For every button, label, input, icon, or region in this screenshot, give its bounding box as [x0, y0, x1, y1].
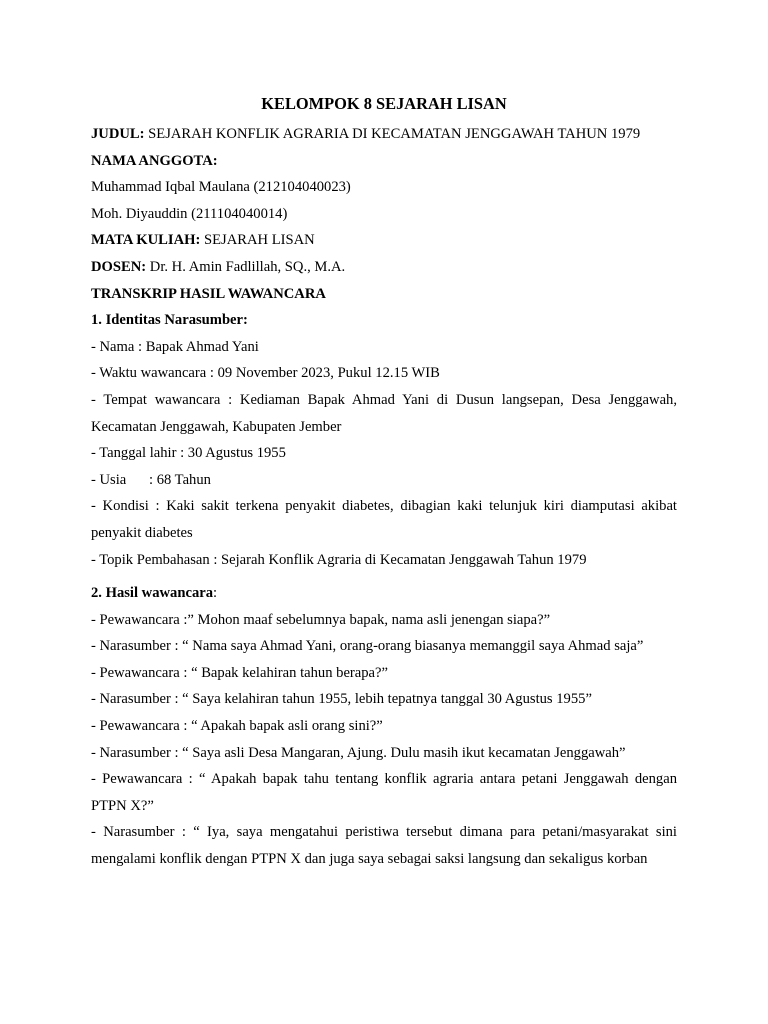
hasil-heading: [91, 580, 677, 607]
document-page: [91, 94, 677, 873]
identitas-usia: [91, 467, 677, 494]
dialog-line: - Pewawancara : “ Bapak kelahiran tahun berapa?”: [91, 664, 388, 681]
anggota-item: Muhammad Iqbal Maulana (212104040023): [91, 179, 351, 196]
identitas-tanggal-lahir: - Tanggal lahir : 30 Agustus 1955: [91, 445, 286, 462]
dosen-value: Dr. H. Amin Fadlillah, SQ., M.A.: [149, 258, 346, 275]
document-title: KELOMPOK 8 SEJARAH LISAN: [261, 94, 507, 113]
dialog-line: - Pewawancara : “ Apakah bapak asli orang sini?”: [91, 718, 383, 735]
judul-line: [91, 121, 677, 148]
section-spacer: [91, 573, 677, 580]
transkrip-heading: TRANSKRIP HASIL WAWANCARA: [91, 285, 326, 302]
dialog-line: - Narasumber : “ Nama saya Ahmad Yani, orang-orang biasanya memanggil saya Ahmad saja”: [91, 638, 644, 655]
usia-value: : 68 Tahun: [149, 471, 211, 488]
identitas-heading: 1. Identitas Narasumber:: [91, 312, 248, 329]
identitas-tempat: - Tempat wawancara : Kediaman Bapak Ahmad Yani di Dusun langsepan, Desa Jenggawah, Kecamatan Jenggawah, Kabupaten Jember: [91, 391, 677, 435]
matkul-label: MATA KULIAH:: [91, 232, 201, 249]
dialog-line: - Pewawancara :” Mohon maaf sebelumnya bapak, nama asli jenengan siapa?”: [91, 611, 551, 628]
usia-label: - Usia: [91, 471, 127, 488]
identitas-kondisi: - Kondisi : Kaki sakit terkena penyakit diabetes, dibagian kaki telunjuk kiri diamputasi akibat penyakit diabetes: [91, 498, 677, 541]
hasil-heading-label: 2. Hasil wawancara: [91, 585, 214, 602]
hasil-heading-colon: :: [213, 585, 218, 602]
dosen-line: [91, 254, 677, 281]
dosen-label: DOSEN:: [91, 258, 147, 275]
identitas-nama: - Nama : Bapak Ahmad Yani: [91, 338, 259, 355]
dialog-line: - Narasumber : “ Iya, saya mengatahui peristiwa tersebut dimana para petani/masyarakat sini mengalami konflik dengan PTPN X dan juga saya sebagai saksi langsung dan sekaligus korban: [91, 824, 677, 868]
identitas-topik: - Topik Pembahasan : Sejarah Konflik Agraria di Kecamatan Jenggawah Tahun 1979: [91, 551, 587, 568]
matkul-line: [91, 227, 677, 254]
anggota-label: NAMA ANGGOTA:: [91, 152, 218, 169]
dialog-line: - Narasumber : “ Saya kelahiran tahun 1955, lebih tepatnya tanggal 30 Agustus 1955”: [91, 691, 592, 708]
judul-label: JUDUL:: [91, 126, 145, 142]
identitas-waktu: - Waktu wawancara : 09 November 2023, Pukul 12.15 WIB: [91, 365, 440, 382]
anggota-item: Moh. Diyauddin (211104040014): [91, 205, 288, 222]
matkul-value: SEJARAH LISAN: [203, 232, 315, 249]
dialog-line: - Pewawancara : “ Apakah bapak tahu tentang konflik agraria antara petani Jenggawah dengan PTPN X?”: [91, 771, 677, 814]
judul-value: SEJARAH KONFLIK AGRARIA DI KECAMATAN JENGGAWAH TAHUN 1979: [148, 126, 641, 142]
dialog-line: - Narasumber : “ Saya asli Desa Mangaran, Ajung. Dulu masih ikut kecamatan Jenggawah”: [91, 744, 626, 761]
